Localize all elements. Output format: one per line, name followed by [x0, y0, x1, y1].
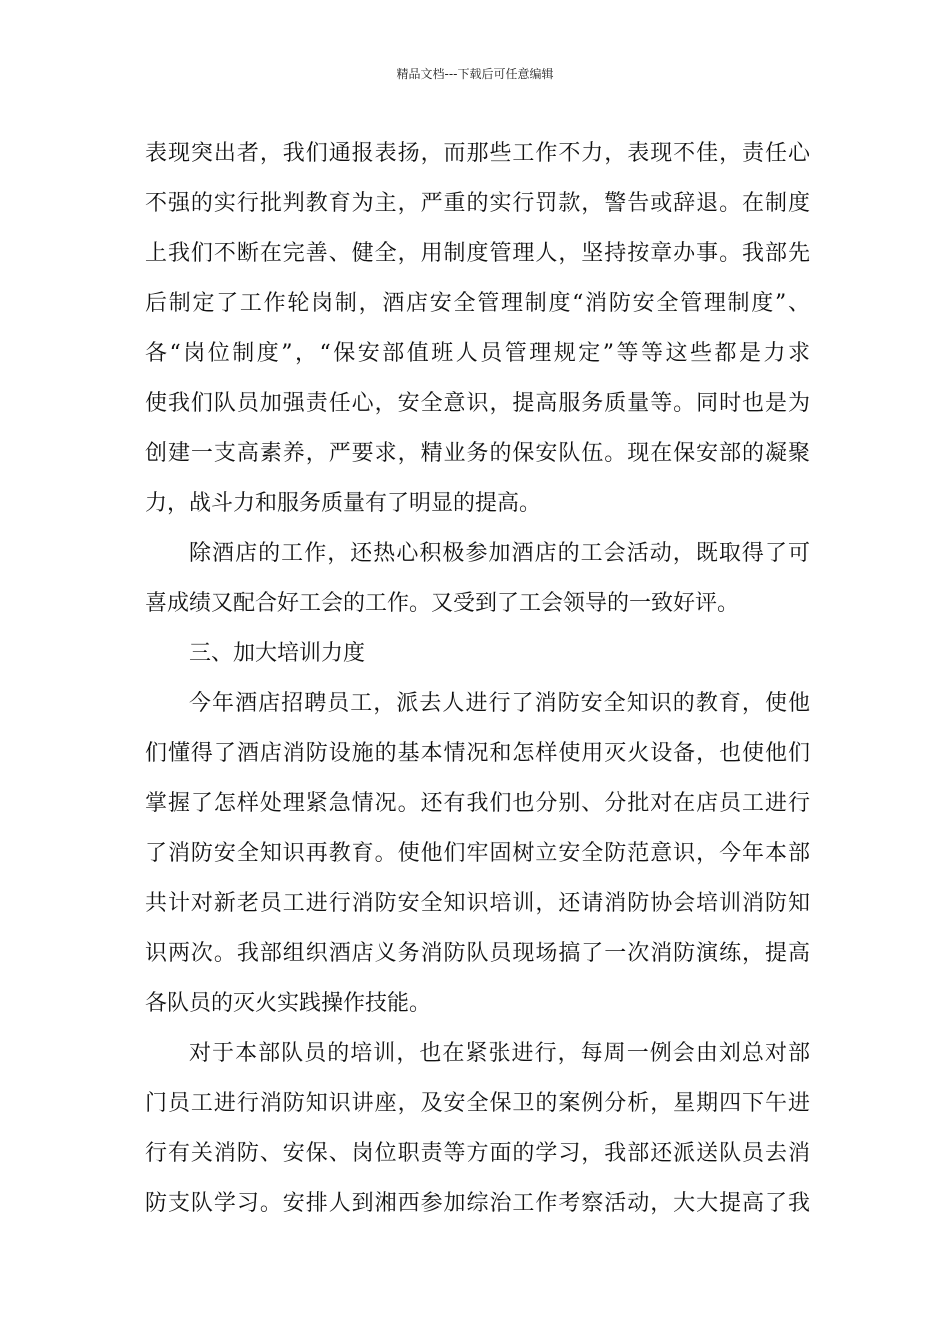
text-line: 门员工进行消防知识讲座，及安全保卫的案例分析，星期四下午进	[145, 1091, 810, 1116]
text-line: 防支队学习。安排人到湘西参加综治工作考察活动，大大提高了我	[145, 1191, 810, 1216]
text-line: 行有关消防、安保、岗位职责等方面的学习，我部还派送队员去消	[145, 1141, 810, 1166]
text-line: 共计对新老员工进行消防安全知识培训，还请消防协会培训消防知	[145, 891, 810, 916]
text-line: 掌握了怎样处理紧急情况。还有我们也分别、分批对在店员工进行	[145, 791, 810, 816]
page-header: 精品文档---下载后可任意编辑	[396, 67, 554, 81]
text-line: 不强的实行批判教育为主，严重的实行罚款，警告或辞退。在制度	[145, 191, 810, 216]
text-line: 创建一支高素养，严要求，精业务的保安队伍。现在保安部的凝聚	[145, 441, 810, 466]
text-line: 了消防安全知识再教育。使他们牢固树立安全防范意识，今年本部	[145, 841, 810, 866]
text-line: 力，战斗力和服务质量有了明显的提高。	[145, 491, 542, 516]
text-line: 上我们不断在完善、健全，用制度管理人，坚持按章办事。我部先	[145, 241, 810, 266]
text-line: 使我们队员加强责任心，安全意识，提高服务质量等。同时也是为	[145, 391, 810, 416]
text-line: 今年酒店招聘员工，派去人进行了消防安全知识的教育，使他	[189, 691, 810, 716]
text-line: 除酒店的工作，还热心积极参加酒店的工会活动，既取得了可	[189, 541, 810, 566]
text-line: 喜成绩又配合好工会的工作。又受到了工会领导的一致好评。	[145, 591, 740, 616]
text-line: 表现突出者，我们通报表扬，而那些工作不力，表现不佳，责任心	[145, 141, 810, 166]
text-line: 各“岗位制度”，“保安部值班人员管理规定”等等这些都是力求	[145, 341, 810, 366]
text-line: 识两次。我部组织酒店义务消防队员现场搞了一次消防演练，提高	[145, 941, 810, 966]
document-body	[145, 129, 810, 1229]
text-line: 后制定了工作轮岗制，酒店安全管理制度“消防安全管理制度”、	[145, 291, 810, 316]
text-line: 各队员的灭火实践操作技能。	[145, 991, 432, 1016]
section-heading: 三、加大培训力度	[189, 641, 366, 666]
text-line: 对于本部队员的培训，也在紧张进行，每周一例会由刘总对部	[189, 1041, 810, 1066]
text-line: 们懂得了酒店消防设施的基本情况和怎样使用灭火设备，也使他们	[145, 741, 810, 766]
